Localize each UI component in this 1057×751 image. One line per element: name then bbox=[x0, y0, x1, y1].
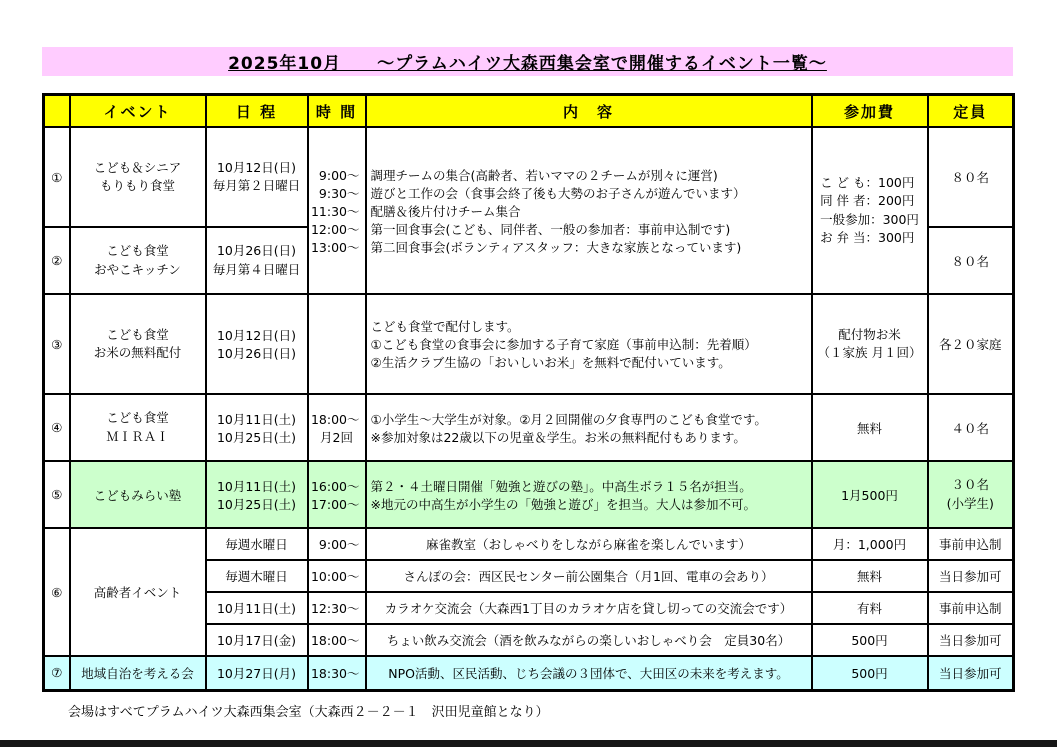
table-row bbox=[44, 294, 1014, 394]
time-cell bbox=[308, 656, 366, 690]
row-number: ⑦ bbox=[44, 656, 70, 690]
date-cell: 10月27日(月) bbox=[206, 656, 308, 690]
time-slot: 9:30～ bbox=[318, 185, 360, 201]
capacity-cell: 事前申込制 bbox=[928, 528, 1014, 560]
time-cell bbox=[308, 592, 366, 624]
date-cell bbox=[206, 294, 308, 394]
capacity-cell: ８０名 bbox=[928, 127, 1014, 227]
capacity-cell: 各２０家庭 bbox=[928, 294, 1014, 394]
table-row bbox=[44, 528, 1014, 560]
date-text: 10月11日(土) bbox=[216, 478, 297, 494]
content-line: ①小学生～大学生が対象。②月２回開催の夕食専門のこども食堂です。 bbox=[370, 411, 767, 427]
fee-text: こ ど も：100円 同 伴 者：200円 一般参加：300円 お 弁 当：300円 bbox=[820, 175, 919, 245]
col-header-time: 時 間 bbox=[308, 95, 366, 128]
date-text: 10月25日(土) bbox=[216, 496, 297, 512]
date-text: 10月11日(土) bbox=[216, 411, 297, 427]
time-slot: 10:00～ bbox=[310, 569, 360, 584]
time-slot: 9:00～ bbox=[318, 167, 360, 183]
content-cell: さんぽの会：西区民センター前公園集合（月1回、電車の会あり） bbox=[366, 560, 812, 592]
row-number: ④ bbox=[44, 394, 70, 461]
capacity-cell: ４０名 bbox=[928, 394, 1014, 461]
page-title: 2025年10月 ～プラムハイツ大森西集会室で開催するイベント一覧～ bbox=[228, 54, 827, 74]
time-cell bbox=[308, 560, 366, 592]
date-text: 10月25日(土) bbox=[216, 429, 297, 445]
event-cell bbox=[70, 394, 206, 461]
fee-cell: 500円 bbox=[812, 656, 928, 690]
content-cell: 麻雀教室（おしゃべりをしながら麻雀を楽しんでいます） bbox=[366, 528, 812, 560]
capacity-cell: ８０名 bbox=[928, 227, 1014, 294]
content-cell: カラオケ交流会（大森西1丁目のカラオケ店を貸し切っての交流会です） bbox=[366, 592, 812, 624]
time-slot: 16:00～ bbox=[310, 478, 360, 494]
time-slot: 11:30～ bbox=[310, 203, 360, 219]
capacity-cell bbox=[928, 461, 1014, 528]
bottom-divider bbox=[0, 740, 1057, 747]
col-header-date: 日 程 bbox=[206, 95, 308, 128]
date-cell bbox=[206, 227, 308, 294]
fee-cell: 1月500円 bbox=[812, 461, 928, 528]
content-line: 配膳＆後片付けチーム集合 bbox=[370, 203, 521, 219]
date-cell bbox=[206, 461, 308, 528]
event-name: こども＆シニア もりもり食堂 bbox=[93, 159, 182, 193]
event-cell: 高齢者イベント bbox=[70, 528, 206, 656]
date-cell: 毎週木曜日 bbox=[206, 560, 308, 592]
fee-cell: 無料 bbox=[812, 394, 928, 461]
event-name: こども食堂 お米の無料配付 bbox=[93, 326, 182, 360]
content-cell bbox=[366, 394, 812, 461]
fee-cell bbox=[812, 294, 928, 394]
table-row bbox=[44, 127, 1014, 227]
date-cell: 10月17日(金) bbox=[206, 624, 308, 656]
content-cell bbox=[366, 127, 812, 294]
capacity-text: ３０名 (小学生) bbox=[946, 477, 994, 511]
event-table bbox=[42, 93, 1015, 692]
fee-cell: 無料 bbox=[812, 560, 928, 592]
content-line: 第２・４土曜日開催「勉強と遊びの塾」。中高生ボラ１５名が担当。 bbox=[370, 478, 752, 494]
time-slot: 9:00～ bbox=[318, 537, 360, 552]
row-number: ⑤ bbox=[44, 461, 70, 528]
content-line: ※地元の中高生が小学生の「勉強と遊び」を担当。大人は参加不可。 bbox=[370, 496, 756, 512]
title-band bbox=[42, 47, 1013, 76]
content-cell: NPO活動、区民活動、じち会議の３団体で、大田区の未来を考えます。 bbox=[366, 656, 812, 690]
col-header-no bbox=[44, 95, 70, 128]
row-number: ⑥ bbox=[44, 528, 70, 656]
time-cell bbox=[308, 461, 366, 528]
capacity-cell: 当日参加可 bbox=[928, 624, 1014, 656]
content-line: 第二回食事会(ボランティアスタッフ：大きな家族となっています) bbox=[370, 239, 742, 255]
table-row bbox=[44, 461, 1014, 528]
date-text: 10月26日(日) bbox=[216, 346, 297, 361]
time-cell bbox=[308, 294, 366, 394]
time-slot: 18:00～ bbox=[310, 633, 360, 648]
date-text: 10月12日(日) 毎月第２日曜日 bbox=[212, 159, 301, 193]
content-line: ②生活クラブ生協の「おいしいお米」を無料で配付いています。 bbox=[370, 355, 731, 370]
event-cell bbox=[70, 227, 206, 294]
content-cell bbox=[366, 461, 812, 528]
col-header-event: イベント bbox=[70, 95, 206, 128]
capacity-cell: 当日参加可 bbox=[928, 656, 1014, 690]
table-row bbox=[44, 394, 1014, 461]
date-cell bbox=[206, 127, 308, 227]
time-slot: 18:30～ bbox=[310, 665, 360, 681]
fee-cell: 500円 bbox=[812, 624, 928, 656]
fee-cell bbox=[812, 127, 928, 294]
time-cell bbox=[308, 394, 366, 461]
capacity-cell: 事前申込制 bbox=[928, 592, 1014, 624]
row-number: ① bbox=[44, 127, 70, 227]
content-line: こども食堂で配付します。 bbox=[370, 319, 520, 334]
row-number: ② bbox=[44, 227, 70, 294]
content-cell bbox=[366, 294, 812, 394]
time-slot: 13:00～ bbox=[310, 239, 360, 255]
event-cell bbox=[70, 294, 206, 394]
time-slot: 18:00～ bbox=[310, 411, 360, 427]
venue-note: 会場はすべてプラムハイツ大森西集会室（大森西２－２－１ 沢田児童館となり） bbox=[68, 705, 549, 720]
time-cell bbox=[308, 528, 366, 560]
content-cell: ちょい飲み交流会（酒を飲みながらの楽しいおしゃべり会 定員30名） bbox=[366, 624, 812, 656]
col-header-content: 内 容 bbox=[366, 95, 812, 128]
row-number: ③ bbox=[44, 294, 70, 394]
col-header-fee: 参加費 bbox=[812, 95, 928, 128]
fee-text: 配付物お米 （１家族 月１回） bbox=[817, 326, 922, 360]
date-cell: 毎週水曜日 bbox=[206, 528, 308, 560]
fee-cell: 有料 bbox=[812, 592, 928, 624]
date-text: 10月26日(日) 毎月第４日曜日 bbox=[212, 243, 301, 277]
time-cell bbox=[308, 127, 366, 294]
capacity-cell: 当日参加可 bbox=[928, 560, 1014, 592]
date-cell: 10月11日(土) bbox=[206, 592, 308, 624]
time-slot: 月2回 bbox=[320, 429, 353, 445]
table-row bbox=[44, 656, 1014, 690]
time-cell bbox=[308, 624, 366, 656]
col-header-capacity: 定員 bbox=[928, 95, 1014, 128]
event-cell: こどもみらい塾 bbox=[70, 461, 206, 528]
time-slot: 12:30～ bbox=[310, 601, 360, 616]
event-cell: 地域自治を考える会 bbox=[70, 656, 206, 690]
date-cell bbox=[206, 394, 308, 461]
date-text: 10月12日(日) bbox=[216, 328, 297, 343]
content-line: 遊びと工作の会（食事会終了後も大勢のお子さんが遊んでいます） bbox=[370, 185, 746, 201]
content-line: ①こども食堂の食事会に参加する子育て家庭（事前申込制：先着順） bbox=[370, 337, 757, 352]
fee-cell: 月：1,000円 bbox=[812, 528, 928, 560]
time-slot: 12:00～ bbox=[310, 221, 360, 237]
content-line: ※参加対象は22歳以下の児童＆学生。お米の無料配付もあります。 bbox=[370, 429, 746, 445]
content-line: 第一回食事会(こども、同伴者、一般の参加者：事前申込制です) bbox=[370, 221, 731, 237]
header-row bbox=[44, 95, 1014, 128]
event-name: こども食堂 おやこキッチン bbox=[94, 243, 181, 277]
event-name: こども食堂 ＭＩＲＡＩ bbox=[106, 410, 169, 444]
time-slot: 17:00～ bbox=[310, 496, 360, 512]
event-cell bbox=[70, 127, 206, 227]
content-line: 調理チームの集合(高齢者、若いママの２チームが別々に運営) bbox=[370, 167, 718, 183]
